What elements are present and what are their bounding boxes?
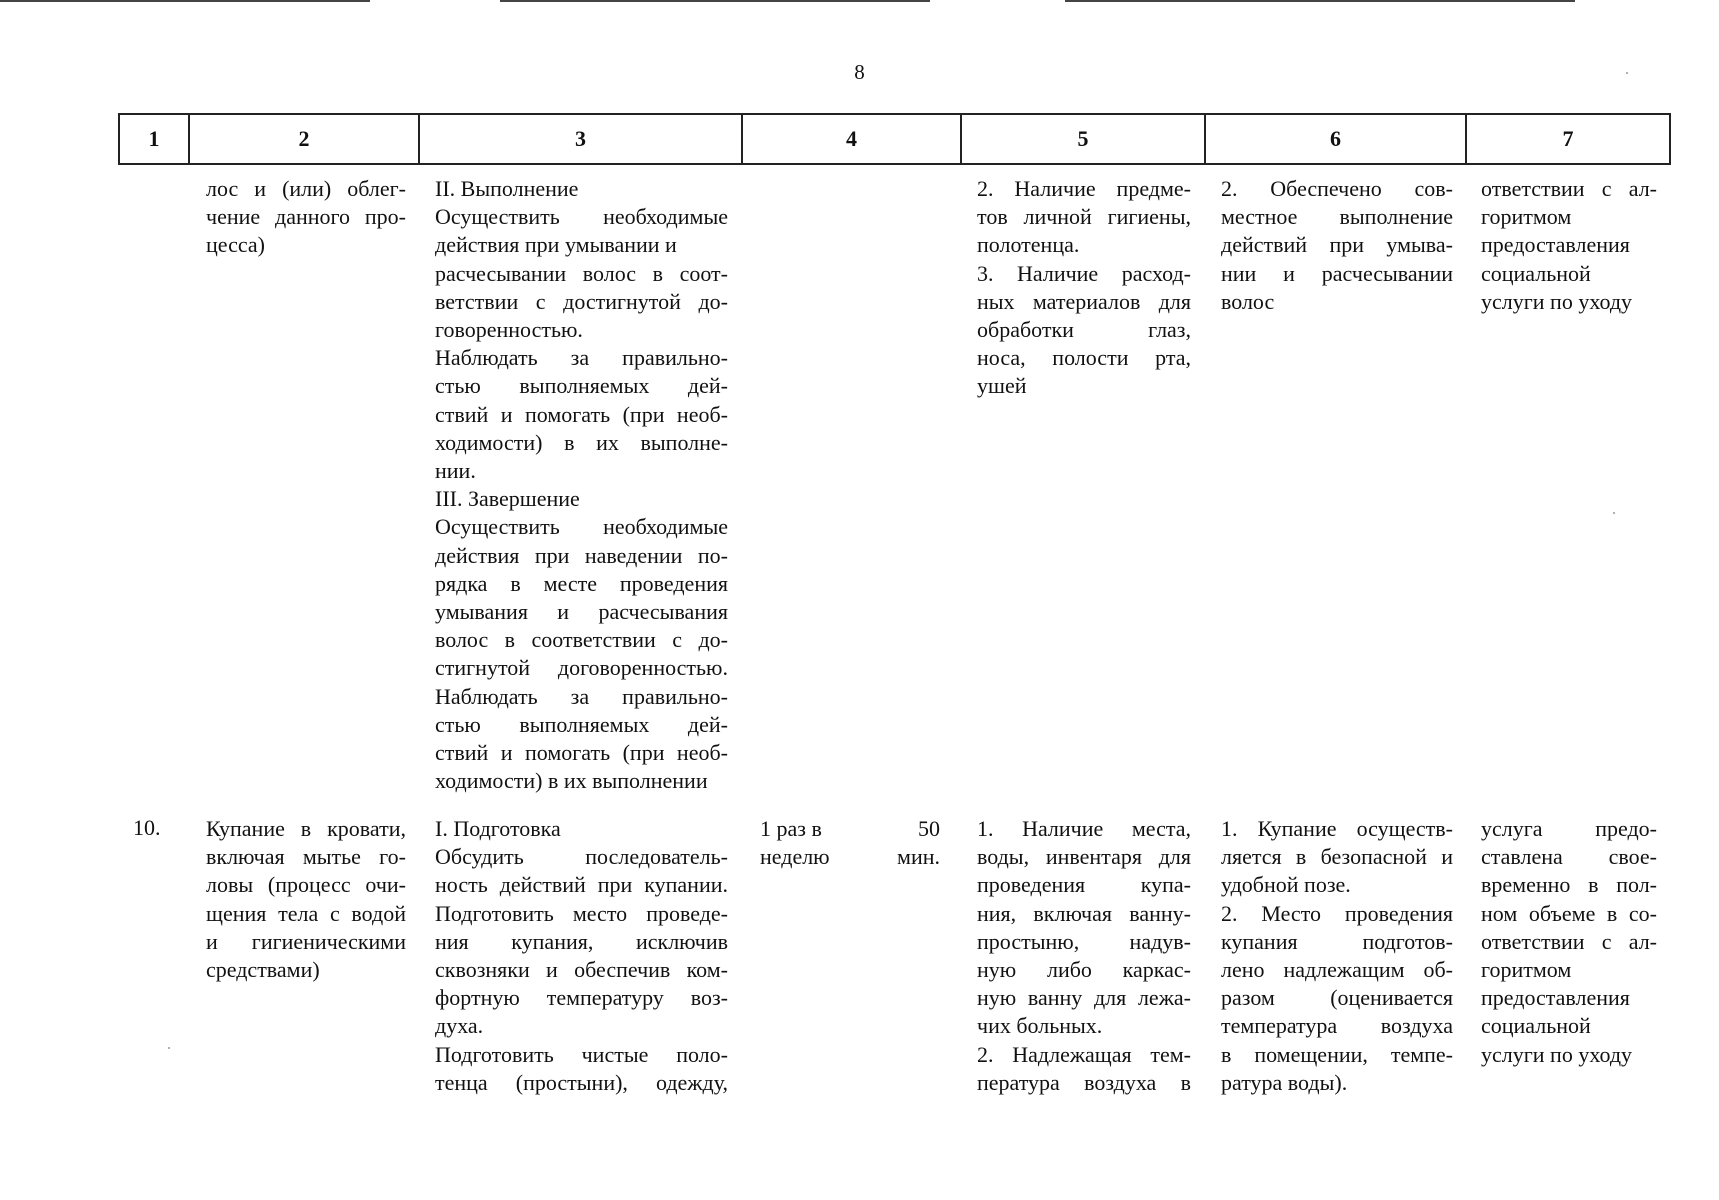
text-line: проведения купа- [977, 872, 1191, 898]
text-line: тенца (простыни), одежду, [435, 1069, 728, 1095]
text-line: ставлена свое- [1481, 844, 1657, 870]
text-line: ствий и помогать (при необ- [435, 740, 728, 766]
text-line: неделю [760, 844, 830, 870]
text-line: услуга предо- [1481, 816, 1657, 841]
scan-edge-line [500, 0, 930, 2]
text-line: 2. Надлежащая тем- [977, 1041, 1191, 1067]
scan-edge-line [0, 0, 370, 2]
text-line: ходимости) в их выполнении [435, 768, 708, 794]
text-line: удобной позе. [1221, 872, 1351, 898]
row-10-service-name [206, 815, 406, 984]
text-line: ность действий при купании. [435, 872, 728, 898]
continued-row-service-name [206, 175, 406, 260]
continued-row-evaluation [1481, 175, 1657, 316]
text-line: ратура воды). [1221, 1069, 1348, 1095]
text-line: ния, включая ванну- [977, 900, 1191, 926]
continued-row-quality [977, 175, 1191, 401]
text-line: Наблюдать за правильно- [435, 345, 728, 371]
text-line: действия при наведении по- [435, 542, 728, 568]
text-line: тов личной гигиены, [977, 204, 1191, 230]
text-line: Наблюдать за правильно- [435, 683, 728, 709]
header-cell-5: 5 [960, 113, 1206, 165]
text-line: 1 раз в [760, 816, 822, 841]
header-cell-3: 3 [418, 113, 743, 165]
row-10-frequency [760, 815, 850, 871]
text-line: временно в пол- [1481, 872, 1657, 898]
text-line: ответствии с ал- [1481, 176, 1657, 201]
text-line: цесса) [206, 232, 265, 258]
page-number: 8 [854, 60, 865, 84]
text-line: I. Подготовка [435, 816, 561, 841]
text-line: фортную температуру воз- [435, 985, 728, 1011]
text-line: температура воздуха [1221, 1013, 1453, 1039]
header-cell-7: 7 [1465, 113, 1671, 165]
text-line: предоставления [1481, 232, 1630, 258]
text-line: III. Завершение [435, 486, 580, 512]
text-line: действия при умывании и [435, 232, 677, 258]
header-cell-2: 2 [188, 113, 420, 165]
row-10-quality [977, 815, 1191, 1097]
text-line: социальной [1481, 260, 1591, 286]
text-line: ном объеме в со- [1481, 900, 1657, 926]
text-line: услуги по уходу [1481, 288, 1633, 314]
text-line: горитмом [1481, 957, 1572, 983]
text-line: ходимости) в их выполне- [435, 429, 728, 455]
text-line: нии. [435, 458, 476, 484]
row-10-result [1221, 815, 1453, 1097]
text-line: ную ванну для лежа- [977, 985, 1191, 1011]
text-line: волос [1221, 288, 1275, 314]
scan-edge-line [1065, 0, 1575, 2]
text-line: воды, инвентаря для [977, 844, 1191, 870]
text-line: говоренностью. [435, 317, 583, 343]
header-cell-4: 4 [741, 113, 962, 165]
text-line: предоставления [1481, 985, 1630, 1011]
text-line: Обсудить последователь- [435, 844, 728, 870]
text-line: купания подготов- [1221, 928, 1453, 954]
text-line: Осуществить необходимые [435, 204, 728, 230]
text-line: рядка в месте проведения [435, 570, 728, 596]
text-line: ных материалов для [977, 288, 1191, 314]
text-line: средствами) [206, 957, 320, 983]
text-line: мин. [897, 844, 940, 870]
text-line: включая мытье го- [206, 844, 406, 870]
text-line: II. Выполнение [435, 176, 579, 201]
text-line: ответствии с ал- [1481, 928, 1657, 954]
text-line: полотенца. [977, 232, 1080, 258]
text-line: лос и (или) облег- [206, 176, 406, 201]
text-line: сквозняки и обеспечив ком- [435, 957, 728, 983]
text-line: нии и расчесывании [1221, 260, 1453, 286]
text-line: волос в соответствии с до- [435, 627, 728, 653]
text-line: пература воздуха в [977, 1069, 1191, 1095]
text-line: умывания и расчесывания [435, 599, 728, 625]
text-line: Подготовить чистые поло- [435, 1041, 728, 1067]
scan-speck [1626, 72, 1628, 74]
text-line: и гигиеническими [206, 928, 406, 954]
text-line: чение данного про- [206, 204, 406, 230]
header-cell-6: 6 [1204, 113, 1467, 165]
text-line: Осуществить необходимые [435, 514, 728, 540]
text-line: социальной [1481, 1013, 1591, 1039]
text-line: духа. [435, 1013, 484, 1039]
text-line: ную либо каркас- [977, 957, 1191, 983]
text-line: стью выполняемых дей- [435, 373, 728, 399]
text-line: ловы (процесс очи- [206, 872, 406, 898]
row-10-procedure [435, 815, 728, 1097]
text-line: обработки глаз, [977, 317, 1191, 343]
continued-row-result [1221, 175, 1453, 316]
text-line: ствий и помогать (при необ- [435, 401, 728, 427]
row-number: 10. [133, 815, 161, 840]
text-line: простыню, надув- [977, 928, 1191, 954]
row-10-evaluation [1481, 815, 1657, 1069]
text-line: чих больных. [977, 1013, 1103, 1039]
text-line: ния купания, исключив [435, 928, 728, 954]
row-10-duration [880, 815, 940, 871]
text-line: ляется в безопасной и [1221, 844, 1453, 870]
continued-row-procedure [435, 175, 728, 795]
text-line: Купание в кровати, [206, 816, 406, 841]
text-line: носа, полости рта, [977, 345, 1191, 371]
text-line: стью выполняемых дей- [435, 711, 728, 737]
text-line: щения тела с водой [206, 900, 406, 926]
text-line: разом (оценивается [1221, 985, 1453, 1011]
text-line: 1. Купание осуществ- [1221, 816, 1453, 841]
text-line: горитмом [1481, 204, 1572, 230]
text-line: 50 [918, 816, 940, 841]
text-line: стигнутой договоренностью. [435, 655, 728, 681]
text-line: 1. Наличие места, [977, 816, 1191, 841]
text-line: расчесывании волос в соот- [435, 260, 728, 286]
text-line: лено надлежащим об- [1221, 957, 1453, 983]
text-line: 2. Наличие предме- [977, 176, 1191, 201]
text-line: Подготовить место проведе- [435, 900, 728, 926]
text-line: 2. Обеспечено сов- [1221, 176, 1453, 201]
text-line: 2. Место проведения [1221, 900, 1453, 926]
text-line: услуги по уходу [1481, 1041, 1633, 1067]
text-line: местное выполнение [1221, 204, 1453, 230]
scan-speck [1613, 512, 1615, 514]
text-line: ушей [977, 373, 1027, 399]
text-line: ветствии с достигнутой до- [435, 288, 728, 314]
text-line: действий при умыва- [1221, 232, 1453, 258]
scan-speck [168, 1047, 170, 1049]
header-cell-1: 1 [118, 113, 190, 165]
text-line: 3. Наличие расход- [977, 260, 1191, 286]
text-line: в помещении, темпе- [1221, 1041, 1453, 1067]
